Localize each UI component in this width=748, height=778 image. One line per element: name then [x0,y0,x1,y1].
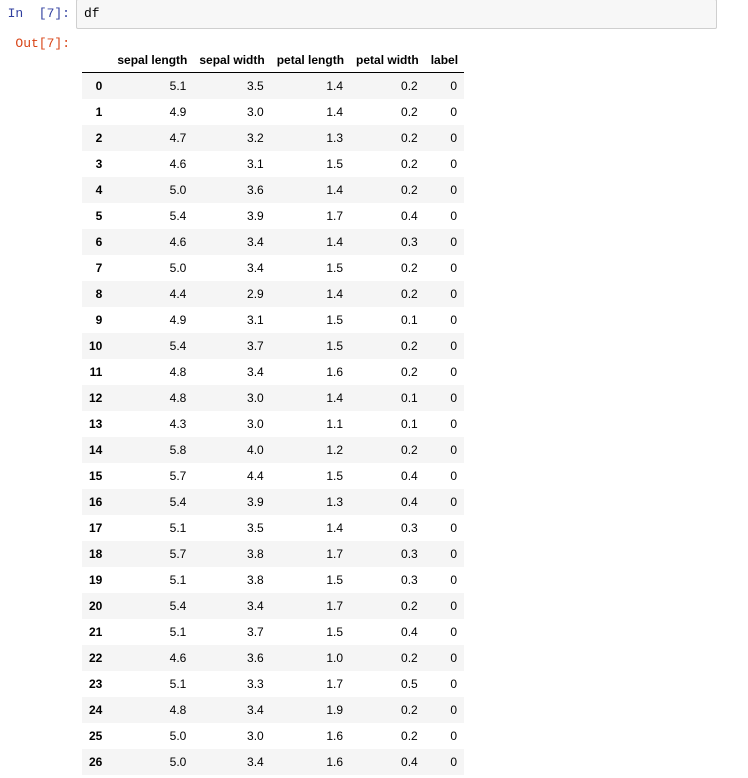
table-row [82,333,464,359]
row-index: 19 [89,573,103,587]
cell-sepal-length: 4.9 [169,105,187,119]
cell-sepal-length: 5.4 [169,339,187,353]
cell-label: 0 [450,287,458,301]
cell-sepal-length: 5.4 [169,209,187,223]
cell-label: 0 [450,703,458,717]
index-header [82,47,109,73]
cell-label: 0 [450,105,458,119]
cell-label: 0 [450,235,458,249]
table-row [82,749,464,775]
row-index: 24 [89,703,103,717]
table-row [82,229,464,255]
table-row [82,437,464,463]
cell-sepal-width: 3.7 [247,339,264,353]
column-header-sepal-length: sepal length [109,47,193,73]
row-index: 5 [95,209,103,223]
cell-label: 0 [450,495,458,509]
cell-sepal-length: 4.6 [169,235,187,249]
cell-sepal-length: 4.3 [169,417,187,431]
cell-label: 0 [450,79,458,93]
cell-sepal-width: 3.0 [247,391,264,405]
cell-sepal-width: 3.0 [247,105,264,119]
cell-petal-width: 0.2 [401,703,418,717]
table-row [82,645,464,671]
cell-petal-length: 1.5 [326,313,344,327]
cell-petal-width: 0.5 [401,677,418,691]
cell-sepal-length: 4.9 [169,313,187,327]
cell-petal-length: 1.7 [326,599,344,613]
row-index: 18 [89,547,103,561]
cell-sepal-width: 3.4 [247,703,264,717]
cell-petal-width: 0.2 [401,79,418,93]
cell-petal-width: 0.1 [401,417,418,431]
row-index: 14 [89,443,103,457]
row-index: 15 [89,469,103,483]
cell-petal-width: 0.2 [401,131,418,145]
cell-sepal-width: 3.4 [247,235,264,249]
cell-petal-length: 1.1 [326,417,344,431]
cell-petal-width: 0.2 [401,599,418,613]
row-index: 26 [89,755,103,769]
cell-sepal-length: 5.1 [169,677,187,691]
cell-sepal-width: 3.7 [247,625,264,639]
cell-sepal-width: 3.1 [247,157,264,171]
cell-sepal-width: 3.3 [247,677,264,691]
cell-sepal-width: 3.6 [247,651,264,665]
cell-petal-width: 0.1 [401,391,418,405]
cell-petal-length: 1.4 [326,521,344,535]
code-text[interactable]: df [84,6,100,21]
cell-sepal-length: 5.0 [169,729,187,743]
cell-petal-length: 1.5 [326,157,344,171]
cell-sepal-width: 2.9 [247,287,264,301]
table-row [82,151,464,177]
cell-label: 0 [450,209,458,223]
cell-sepal-length: 4.7 [169,131,187,145]
cell-petal-width: 0.4 [401,209,418,223]
table-row [82,203,464,229]
row-index: 7 [95,261,103,275]
cell-sepal-length: 5.0 [169,261,187,275]
cell-petal-length: 1.2 [326,443,344,457]
table-row [82,99,464,125]
table-row [82,489,464,515]
cell-petal-width: 0.2 [401,287,418,301]
cell-label: 0 [450,625,458,639]
row-index: 12 [89,391,103,405]
cell-petal-width: 0.2 [401,365,418,379]
input-prompt: In [7]: [7,6,70,21]
cell-petal-width: 0.3 [401,547,418,561]
cell-label: 0 [450,417,458,431]
cell-sepal-length: 5.1 [169,79,187,93]
cell-petal-length: 1.6 [326,755,344,769]
cell-petal-width: 0.2 [401,339,418,353]
cell-petal-length: 1.6 [326,729,344,743]
cell-petal-length: 1.5 [326,573,344,587]
cell-petal-width: 0.4 [401,755,418,769]
row-index: 25 [89,729,103,743]
column-header-label: label [425,47,464,73]
table-row [82,619,464,645]
cell-petal-width: 0.1 [401,313,418,327]
cell-label: 0 [450,261,458,275]
row-index: 6 [95,235,103,249]
cell-petal-length: 1.4 [326,105,344,119]
cell-sepal-width: 3.4 [247,261,264,275]
table-row [82,307,464,333]
row-index: 9 [95,313,103,327]
output-prompt: Out[7]: [15,36,70,51]
cell-petal-width: 0.2 [401,443,418,457]
cell-sepal-width: 3.0 [247,729,264,743]
cell-label: 0 [450,677,458,691]
cell-petal-width: 0.4 [401,625,418,639]
row-index: 13 [89,417,103,431]
cell-petal-width: 0.2 [401,105,418,119]
cell-sepal-length: 5.8 [169,443,187,457]
dataframe-table [82,47,464,775]
table-row [82,463,464,489]
table-row [82,359,464,385]
cell-petal-length: 1.5 [326,625,344,639]
table-row [82,255,464,281]
cell-petal-length: 1.4 [326,235,344,249]
cell-sepal-width: 3.5 [247,521,264,535]
column-header-petal-width: petal width [350,47,425,73]
code-cell-editor[interactable] [76,0,717,29]
row-index: 4 [95,183,103,197]
row-index: 23 [89,677,103,691]
row-index: 1 [95,105,103,119]
cell-sepal-length: 4.8 [169,391,187,405]
row-index: 21 [89,625,103,639]
row-index: 8 [95,287,103,301]
cell-sepal-length: 5.7 [169,547,187,561]
table-row [82,125,464,151]
cell-petal-width: 0.4 [401,495,418,509]
cell-petal-width: 0.3 [401,573,418,587]
row-index: 16 [89,495,103,509]
table-row [82,541,464,567]
cell-sepal-length: 5.1 [169,573,187,587]
cell-label: 0 [450,443,458,457]
table-row [82,697,464,723]
row-index: 20 [89,599,103,613]
cell-sepal-width: 4.0 [247,443,264,457]
cell-sepal-length: 5.0 [169,183,187,197]
cell-sepal-width: 3.5 [247,79,264,93]
cell-sepal-width: 3.2 [247,131,264,145]
cell-sepal-width: 3.9 [247,209,264,223]
cell-petal-width: 0.2 [401,183,418,197]
cell-sepal-width: 3.1 [247,313,264,327]
table-row [82,671,464,697]
table-row [82,593,464,619]
cell-petal-width: 0.2 [401,157,418,171]
cell-sepal-width: 3.4 [247,755,264,769]
cell-petal-length: 1.3 [326,495,344,509]
cell-petal-width: 0.2 [401,261,418,275]
table-row [82,411,464,437]
row-index: 17 [89,521,103,535]
cell-petal-length: 1.6 [326,365,344,379]
row-index: 0 [95,79,103,93]
column-header-sepal-width: sepal width [193,47,270,73]
cell-sepal-width: 3.4 [247,599,264,613]
cell-sepal-length: 5.1 [169,521,187,535]
cell-petal-length: 1.7 [326,209,344,223]
cell-sepal-width: 3.0 [247,417,264,431]
cell-petal-width: 0.2 [401,651,418,665]
cell-petal-length: 1.4 [326,79,344,93]
cell-sepal-length: 4.6 [169,651,187,665]
cell-sepal-width: 3.8 [247,547,264,561]
cell-petal-length: 1.9 [326,703,344,717]
cell-label: 0 [450,365,458,379]
cell-petal-width: 0.3 [401,521,418,535]
cell-petal-length: 1.7 [326,677,344,691]
cell-sepal-length: 4.6 [169,157,187,171]
cell-sepal-width: 3.4 [247,365,264,379]
cell-petal-length: 1.7 [326,547,344,561]
cell-sepal-width: 3.9 [247,495,264,509]
cell-label: 0 [450,157,458,171]
cell-label: 0 [450,313,458,327]
cell-label: 0 [450,391,458,405]
row-index: 2 [95,131,103,145]
cell-sepal-width: 3.8 [247,573,264,587]
cell-petal-length: 1.3 [326,131,344,145]
cell-label: 0 [450,469,458,483]
cell-sepal-length: 5.4 [169,599,187,613]
column-header-petal-length: petal length [271,47,350,73]
cell-petal-width: 0.3 [401,235,418,249]
cell-sepal-length: 5.0 [169,755,187,769]
row-index: 10 [89,339,103,353]
row-index: 22 [89,651,103,665]
cell-petal-width: 0.2 [401,729,418,743]
table-row [82,73,464,100]
cell-label: 0 [450,521,458,535]
cell-petal-length: 1.4 [326,183,344,197]
table-row [82,723,464,749]
cell-label: 0 [450,729,458,743]
cell-petal-width: 0.4 [401,469,418,483]
cell-label: 0 [450,131,458,145]
cell-label: 0 [450,755,458,769]
cell-sepal-width: 3.6 [247,183,264,197]
cell-sepal-length: 5.1 [169,625,187,639]
cell-label: 0 [450,599,458,613]
cell-petal-length: 1.5 [326,469,344,483]
cell-petal-length: 1.4 [326,287,344,301]
cell-label: 0 [450,573,458,587]
cell-label: 0 [450,651,458,665]
table-row [82,177,464,203]
cell-petal-length: 1.0 [326,651,344,665]
table-row [82,385,464,411]
cell-sepal-length: 4.4 [169,287,187,301]
cell-sepal-length: 4.8 [169,365,187,379]
cell-sepal-length: 5.4 [169,495,187,509]
cell-petal-length: 1.5 [326,339,344,353]
row-index: 11 [89,365,103,379]
table-row [82,281,464,307]
table-row [82,567,464,593]
row-index: 3 [95,157,103,171]
table-row [82,515,464,541]
cell-sepal-width: 4.4 [247,469,264,483]
table-header-row [82,47,464,73]
cell-sepal-length: 4.8 [169,703,187,717]
cell-label: 0 [450,183,458,197]
cell-petal-length: 1.5 [326,261,344,275]
cell-sepal-length: 5.7 [169,469,187,483]
cell-label: 0 [450,547,458,561]
cell-label: 0 [450,339,458,353]
cell-petal-length: 1.4 [326,391,344,405]
